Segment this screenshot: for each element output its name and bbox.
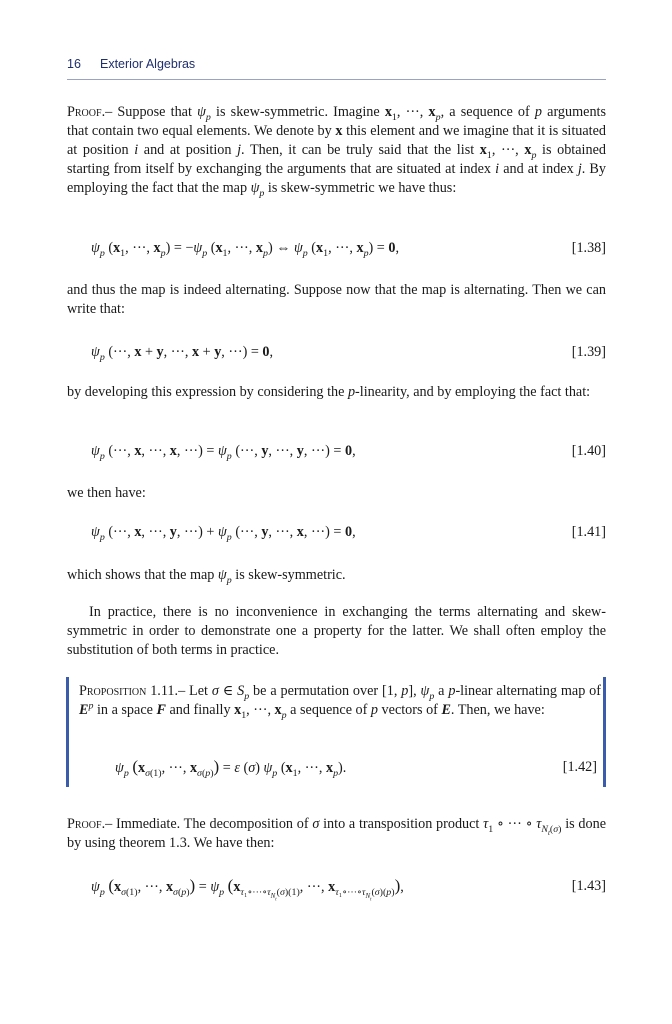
equation-1-41-expression: $\psi_p$ (···, x, ···, y, ···) + $\psi_p$ (···, y, ···, x, ···) = 0,: [91, 524, 356, 543]
paragraph-after-1-38: [67, 281, 606, 319]
equation-1-38: [67, 236, 606, 260]
equation-1-39-expression: $\psi_p$ (···, x + y, ···, x + y, ···) = 0,: [91, 344, 274, 363]
paragraph-after-1-40-text: we then have:: [67, 485, 146, 501]
paragraph-after-1-39: by developing this expression by considering the p-linearity, and by employing the fact that:: [67, 384, 591, 400]
equation-1-40-expression: $\psi_p$ (···, x, ···, x, ···) = $\psi_p$ (···, y, ···, y, ···) = 0,: [91, 443, 356, 462]
equation-1-42-tag: [1.42]: [562, 759, 597, 775]
paragraph-after-1-41: which shows that the map $\psi_p$ is skew-symmetric.: [67, 567, 346, 586]
practice-paragraph: [67, 603, 606, 660]
proposition-text: Proposition 1.11.– Let σ ∈ $S_p$ be a permutation over [1, p], $\psi_p$ a p-linear alternating map of $E^p$ in a space F and finally $x_1$, ···, $x_p$ a sequence of p vectors of E. Then, we have:: [79, 683, 601, 721]
proof-2-label: Proof.–: [67, 816, 116, 832]
equation-1-43-tag: [1.43]: [571, 878, 606, 894]
equation-1-41-tag: [1.41]: [571, 524, 606, 540]
proof-paragraph-1: Proof.– Suppose that $\psi_p$ is skew-symmetric. Imagine $x_1$, ···, $x_p$, a sequence of p arguments that contain two equal elements. We denote by x this element and we imagine that it is situated at position i and at position j. Then, it can be truly said that the list $x_1$, ···, $x_p$ is obtained starting from itself by exchanging the arguments that are situated at index i and at index j. By employing the fact that the map $\psi_p$ is skew-symmetric we have thus:: [67, 104, 607, 199]
equation-1-40-tag: [1.40]: [571, 443, 606, 459]
running-head: [67, 57, 606, 71]
proposition-box: [66, 677, 606, 787]
equation-1-39-tag: [1.39]: [571, 344, 606, 360]
equation-1-38-tag: [1.38]: [571, 240, 606, 256]
proposition-label: Proposition 1.11.–: [79, 683, 190, 699]
equation-1-43-expression: $\psi_p$ ($x_{\sigma(1)}$, ···, $x_{\sigma(p)}) = \psi_p$ ($x_{\tau_1\circ\cdot\cdot\cdot\circ\tau_{N_t}(\sigma)(1)}$, ···, $x_{\tau_1\circ\cdot\cdot\cdot\circ\tau_{N_t}(\sigma)(p)}$),: [91, 876, 404, 903]
header-rule: [67, 79, 606, 80]
equation-1-38-expression: $\psi_p$ ($x_1$, ···, $x_p) = -\psi_p$ ($x_1$, ···, $x_p$) ⇔ $\psi_p$ ($x_1$, ···, $x_p) = 0$,: [91, 240, 399, 259]
equation-1-39: [67, 340, 606, 364]
paragraph-after-1-40: [67, 484, 606, 503]
equation-1-43: [67, 874, 606, 903]
page-number: 16: [67, 57, 81, 71]
equation-1-41: [67, 520, 606, 544]
equation-1-40: [67, 439, 606, 463]
proof-label: Proof.–: [67, 104, 118, 120]
practice-paragraph-text: In practice, there is no inconvenience in exchanging the terms alternating and skew-symmetric in order to demonstrate one a property for the latter. We shall often employ the substitution of both terms in practice.: [67, 604, 606, 658]
equation-1-42-expression: $\psi_p$ ($x_{\sigma(1)}$, ···, $x_{\sigma(p)}) = \varepsilon$ (σ) $\psi_p$ ($x_1$, ···, $x_p$).: [115, 757, 347, 779]
proof-paragraph-2: Proof.– Immediate. The decomposition of σ into a transposition product $\tau_1$ ∘ ··· ∘ $\tau_{N_t(\sigma)}$ is done by using theorem 1.3. We have then:: [67, 816, 606, 851]
paragraph-after-1-38-text: and thus the map is indeed alternating. Suppose now that the map is alternating. Then we can write that:: [67, 282, 606, 317]
book-title: Exterior Algebras: [100, 57, 196, 71]
equation-1-42: [79, 755, 601, 779]
